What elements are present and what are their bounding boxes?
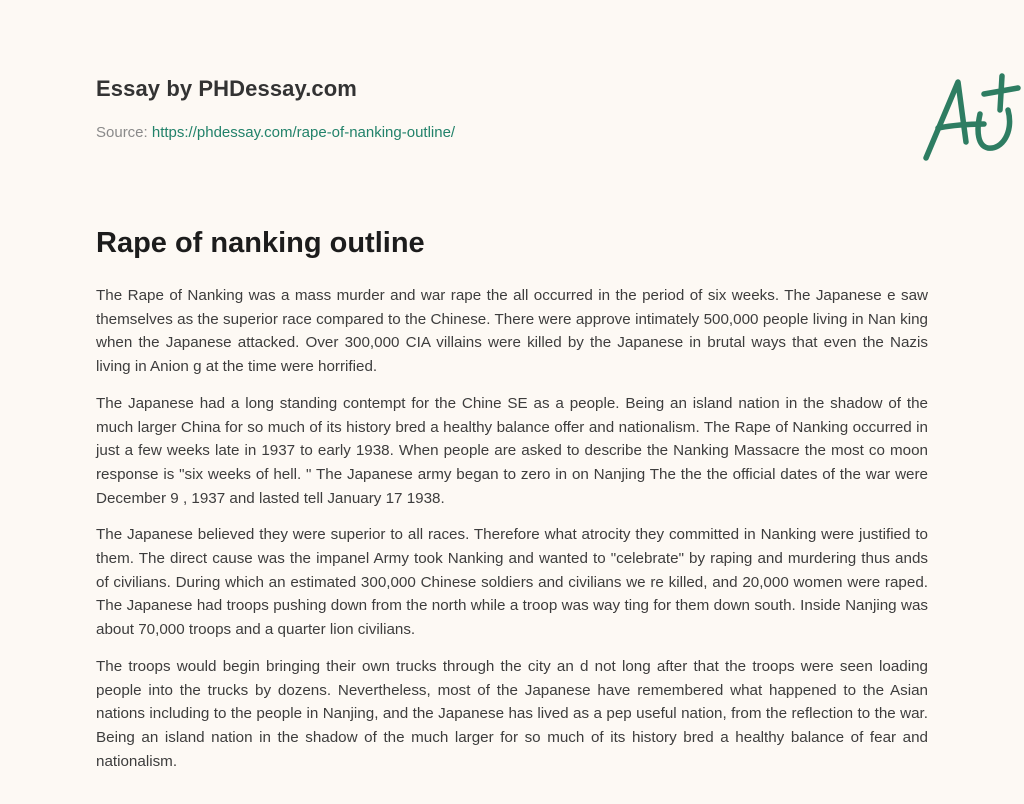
essay-body xyxy=(96,284,928,786)
essay-paragraph: The Japanese had a long standing contempt for the Chine SE as a people. Being an island nation in the shadow of the much larger China for so much of its history bred a healthy balance offer and nationalism. The Rape of Nanking occurred in just a few weeks late in 1937 to early 1938. When people are asked to describe the Nanking Massacre the most co moon response is "six weeks of hell. " The Japanese army began to zero in on Nanjing The the the official dates of the war were December 9 , 1937 and lasted tell January 17 1938. xyxy=(96,394,928,507)
source-link[interactable]: https://phdessay.com/rape-of-nanking-outline/ xyxy=(151,124,456,141)
source-label: Source: xyxy=(96,124,152,141)
essay-paragraph: The Rape of Nanking was a mass murder and war rape the all occurred in the period of six weeks. The Japanese e saw themselves as the superior race compared to the Chinese. There were approve intimately 500,000 people living in Nan king when the Japanese attacked. Over 300,000 CIA villains were killed by the Japanese in brutal ways that even the Nazis living in Anion g at the time were horrified. xyxy=(96,287,928,376)
source-line xyxy=(96,124,455,141)
essay-title: Rape of nanking outline xyxy=(96,227,425,259)
essay-paragraph: The Japanese believed they were superior to all races. Therefore what atrocity they committed in Nanking were justified to them. The direct cause was the impanel Army took Nanking and wanted to "celebrate" by raping and murdering thus ands of civilians. During which an estimated 300,000 Chinese soldiers and civilians we re killed, and 20,000 women were raped. The Japanese had troops pushing down from the north while a troop was way ting for them down south. Inside Nanjing was about 70,000 troops and a quarter lion civilians. xyxy=(96,526,928,639)
essay-paragraph: The troops would begin bringing their own trucks through the city an d not long after that the troops were seen loading people into the trucks by dozens. Nevertheless, most of the Japanese have remembered what happened to the Asian nations including to the people in Nanjing, and the Japanese has lived as a pep useful nation, from the reflection to the war. Being an island nation in the shadow of the much larger for so much of its history bred a healthy balance of fear and nationalism. xyxy=(96,657,928,770)
site-brand: Essay by PHDessay.com xyxy=(96,76,357,101)
a-plus-grade-icon xyxy=(922,70,1022,162)
